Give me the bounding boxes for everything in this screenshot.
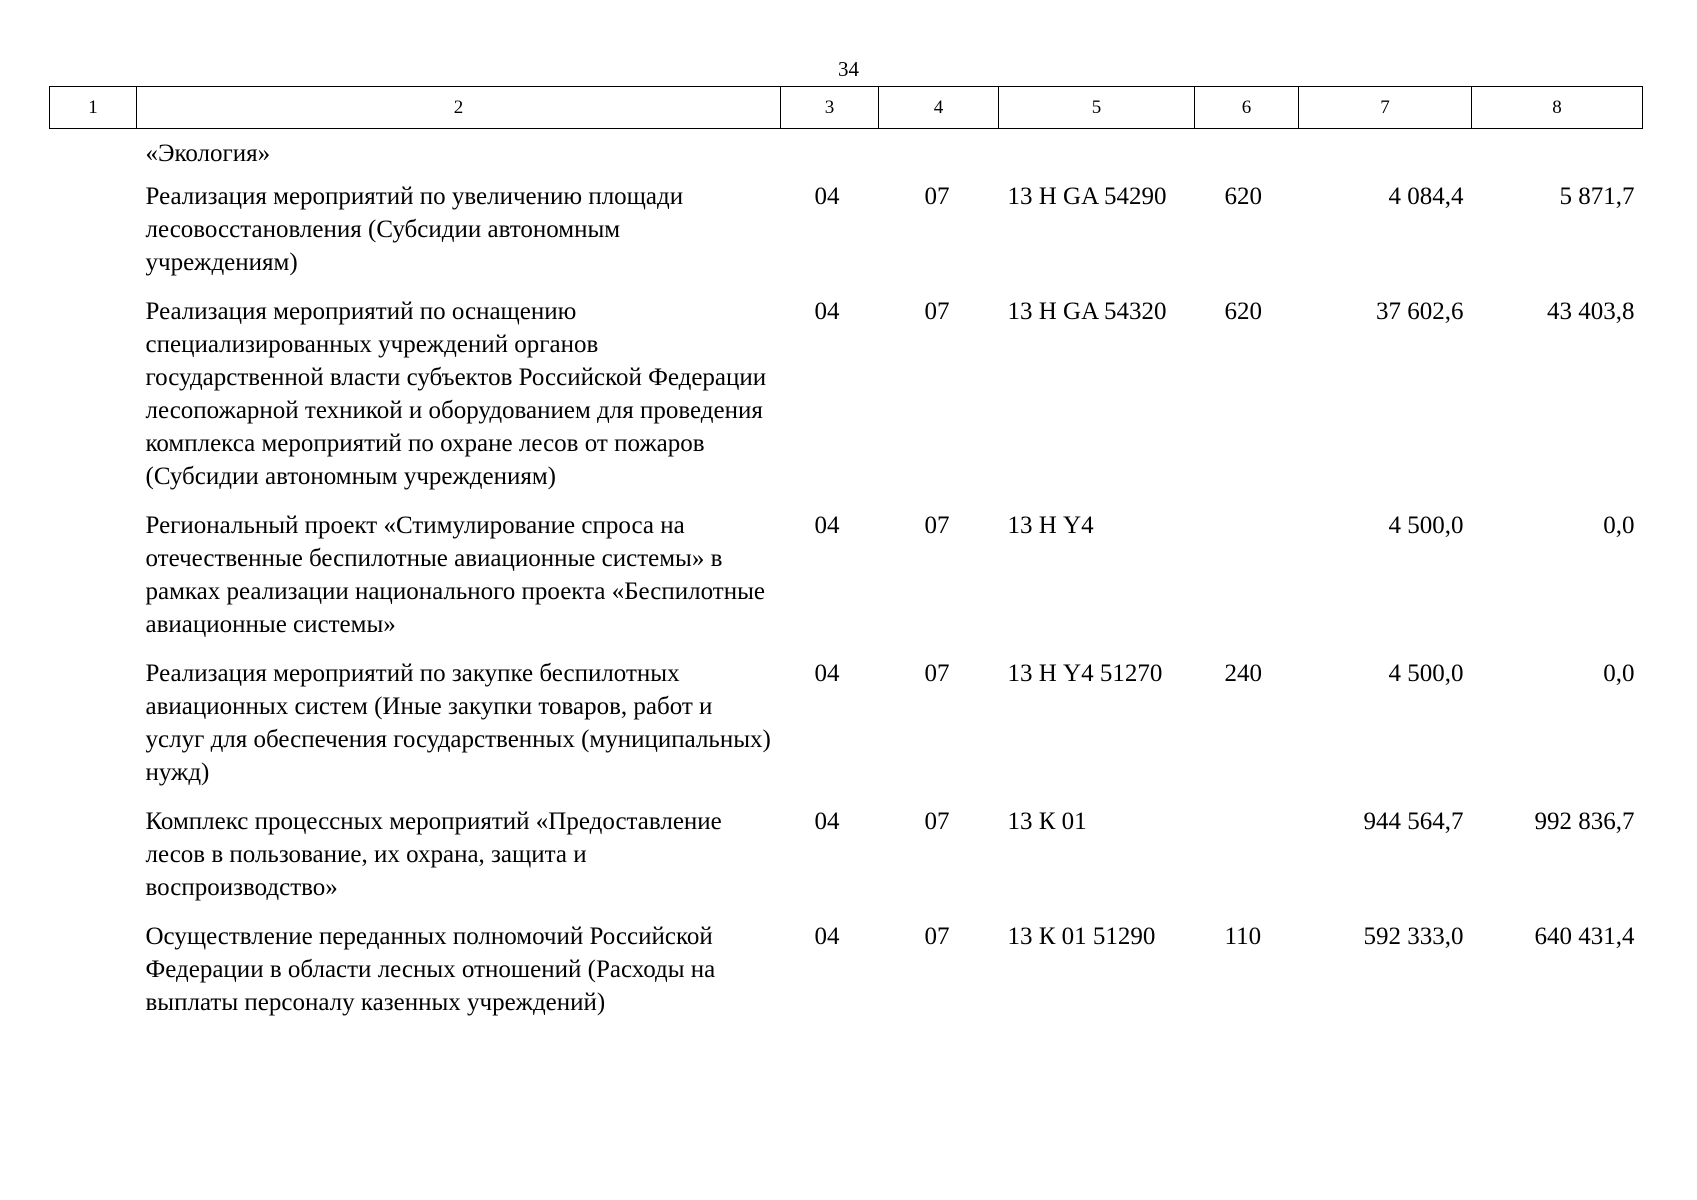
row-sum-2: 0,0 xyxy=(1603,512,1635,539)
row-target-code xyxy=(999,129,1195,181)
column-header-1: 1 xyxy=(50,87,137,129)
row-section xyxy=(781,129,879,181)
column-header-5: 5 xyxy=(999,87,1195,129)
column-header-3: 3 xyxy=(781,87,879,129)
column-header-6: 6 xyxy=(1195,87,1299,129)
row-sum-2: 0,0 xyxy=(1603,660,1635,687)
row-sum-2: 992 836,7 xyxy=(1534,808,1635,835)
row-target-code: 13 К 01 51290 xyxy=(1007,923,1156,950)
table-row xyxy=(50,129,1643,181)
row-sum-1: 37 602,6 xyxy=(1376,298,1464,325)
row-section: 04 xyxy=(814,808,840,835)
table-row xyxy=(50,657,1643,805)
row-name: Реализация мероприятий по закупке беспилотных авиационных систем (Иные закупки товаров, работ и услуг для обеспечения государственных (муниципальных) нужд) xyxy=(145,660,771,786)
row-name: Региональный проект «Стимулирование спроса на отечественные беспилотные авиационные системы» в рамках реализации национального проекта «Беспилотные авиационные системы» xyxy=(145,512,765,638)
row-subsection: 07 xyxy=(924,183,950,210)
table-row xyxy=(50,509,1643,657)
row-sum-2: 5 871,7 xyxy=(1559,183,1635,210)
row-expense-type: 110 xyxy=(1224,923,1262,950)
table-header-row xyxy=(50,87,1643,129)
row-expense-type xyxy=(1195,129,1299,181)
column-header-2: 2 xyxy=(137,87,781,129)
row-target-code: 13 Н GA 54320 xyxy=(1007,298,1167,325)
row-name: Комплекс процессных мероприятий «Предоставление лесов в пользование, их охрана, защита и воспроизводство» xyxy=(145,808,722,901)
row-sum-1: 592 333,0 xyxy=(1363,923,1464,950)
row-subsection: 07 xyxy=(924,923,950,950)
row-target-code: 13 Н Y4 51270 xyxy=(1007,660,1163,687)
row-subsection: 07 xyxy=(924,512,950,539)
row-sum-1: 4 500,0 xyxy=(1388,660,1464,687)
row-section: 04 xyxy=(814,298,840,325)
column-header-7: 7 xyxy=(1299,87,1472,129)
row-sum-1: 4 500,0 xyxy=(1388,512,1464,539)
row-expense-type: 620 xyxy=(1224,183,1262,210)
row-subsection: 07 xyxy=(924,298,950,325)
row-sum-1: 4 084,4 xyxy=(1388,183,1464,210)
row-name: Осуществление переданных полномочий Российской Федерации в области лесных отношений (Расходы на выплаты персоналу казенных учреждений) xyxy=(145,923,716,1016)
row-subsection xyxy=(879,129,999,181)
row-target-code: 13 Н GA 54290 xyxy=(1007,183,1167,210)
budget-table xyxy=(49,86,1643,1035)
table-row xyxy=(50,920,1643,1035)
column-header-4: 4 xyxy=(879,87,999,129)
row-subsection: 07 xyxy=(924,660,950,687)
row-sum-1: 944 564,7 xyxy=(1363,808,1464,835)
row-expense-type: 240 xyxy=(1224,660,1262,687)
row-section: 04 xyxy=(814,923,840,950)
column-header-8: 8 xyxy=(1472,87,1643,129)
row-expense-type xyxy=(1195,509,1299,657)
table-row xyxy=(50,295,1643,509)
row-section: 04 xyxy=(814,660,840,687)
row-sum-2: 640 431,4 xyxy=(1534,923,1635,950)
row-expense-type: 620 xyxy=(1224,298,1262,325)
page-number: 34 xyxy=(838,57,859,81)
table-row xyxy=(50,180,1643,295)
row-section: 04 xyxy=(814,183,840,210)
row-sum-2: 43 403,8 xyxy=(1547,298,1635,325)
row-sum-1 xyxy=(1299,129,1472,181)
row-target-code: 13 К 01 xyxy=(1007,808,1087,835)
row-name: «Экология» xyxy=(145,140,271,167)
row-subsection: 07 xyxy=(924,808,950,835)
row-section: 04 xyxy=(814,512,840,539)
row-sum-2 xyxy=(1472,129,1643,181)
table-row xyxy=(50,805,1643,920)
row-name: Реализация мероприятий по оснащению специализированных учреждений органов государственной власти субъектов Российской Федерации лесопожарной техникой и оборудованием для проведения комплекса мероприятий по охране лесов от пожаров (Субсидии автономным учреждениям) xyxy=(145,298,767,490)
row-expense-type xyxy=(1195,805,1299,920)
row-target-code: 13 Н Y4 xyxy=(1007,512,1094,539)
row-name: Реализация мероприятий по увеличению площади лесовосстановления (Субсидии автономным учреждениям) xyxy=(145,183,684,276)
